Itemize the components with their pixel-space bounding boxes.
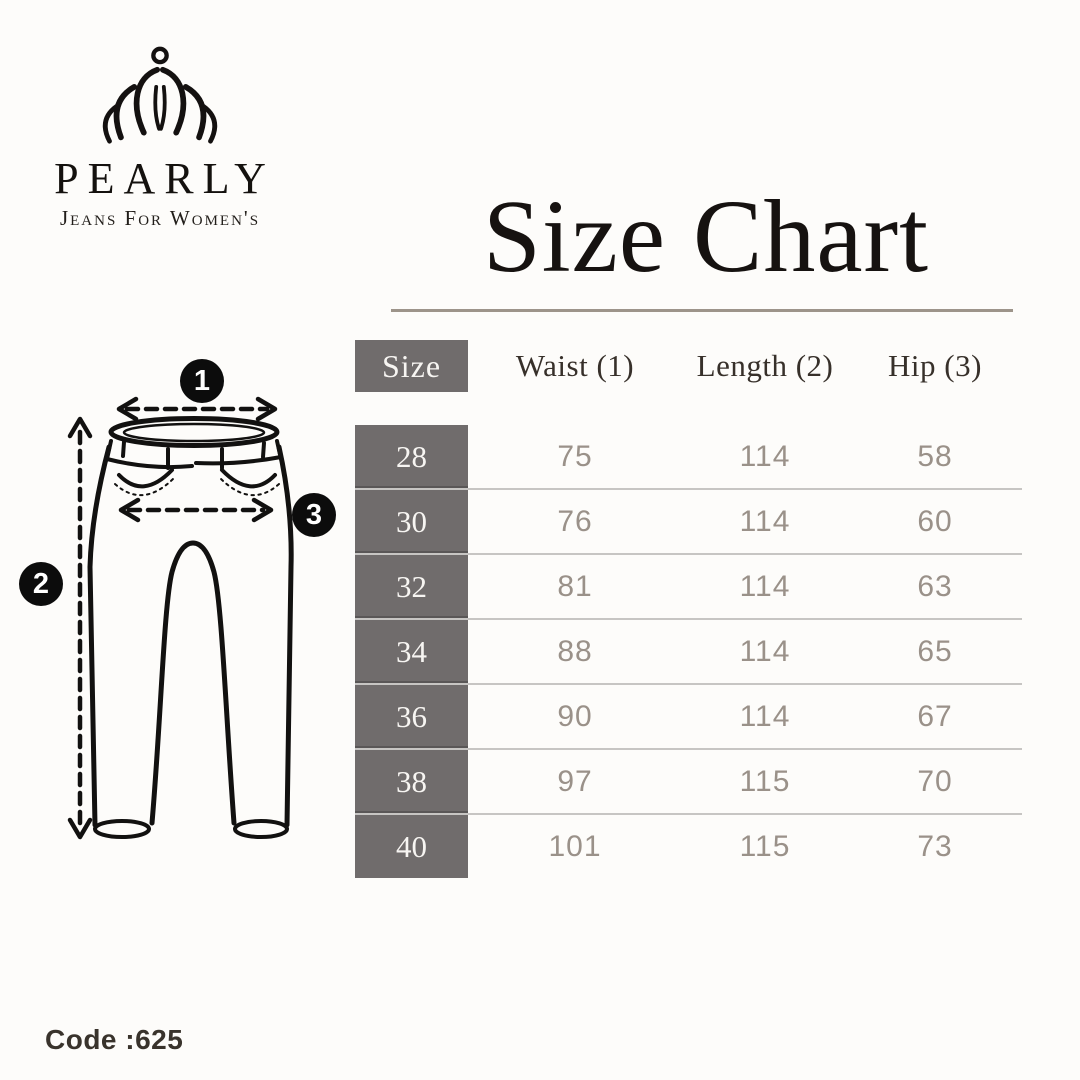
jeans-measurement-diagram — [0, 330, 360, 890]
size-cell: 30 — [355, 490, 468, 553]
column-header-length: Length (2) — [696, 348, 834, 383]
waist-cell: 88 — [557, 634, 593, 668]
page-title: Size Chart — [482, 179, 930, 294]
hip-cell: 70 — [917, 764, 953, 798]
size-table — [355, 340, 1022, 878]
size-cell: 28 — [355, 425, 468, 488]
hip-marker-badge: 3 — [292, 493, 336, 537]
table-row — [355, 620, 1022, 685]
brand-block — [40, 45, 280, 231]
length-cell: 114 — [739, 439, 791, 473]
length-cell: 114 — [739, 504, 791, 538]
product-code: Code :625 — [45, 1024, 184, 1055]
hip-cell: 60 — [917, 504, 953, 538]
waist-cell: 81 — [557, 569, 593, 603]
length-cell: 114 — [739, 569, 791, 603]
waist-cell: 101 — [548, 829, 602, 863]
brand-name: PEARLY — [54, 154, 275, 203]
size-cell: 40 — [355, 815, 468, 878]
size-cell: 32 — [355, 555, 468, 618]
table-row — [355, 750, 1022, 815]
column-header-hip: Hip (3) — [888, 348, 982, 383]
table-row — [355, 490, 1022, 555]
hip-cell: 63 — [917, 569, 953, 603]
length-cell: 114 — [739, 634, 791, 668]
length-cell: 114 — [739, 699, 791, 733]
size-cell: 34 — [355, 620, 468, 683]
column-header-waist: Waist (1) — [515, 348, 635, 383]
crown-lotus-icon — [85, 45, 235, 145]
table-row — [355, 555, 1022, 620]
hip-cell: 58 — [917, 439, 953, 473]
table-row — [355, 425, 1022, 490]
table-row — [355, 685, 1022, 750]
title-underline — [391, 309, 1013, 312]
brand-tagline: Jeans For Women's — [59, 206, 261, 230]
size-table-header — [355, 340, 1022, 392]
waist-cell: 76 — [557, 504, 593, 538]
length-cell: 115 — [739, 764, 791, 798]
size-cell: 38 — [355, 750, 468, 813]
waist-cell: 75 — [557, 439, 593, 473]
hip-cell: 65 — [917, 634, 953, 668]
hip-cell: 73 — [917, 829, 953, 863]
waist-cell: 97 — [557, 764, 593, 798]
hip-cell: 67 — [917, 699, 953, 733]
size-table-body — [355, 425, 1022, 878]
column-header-size: Size — [355, 340, 468, 392]
waist-marker-badge: 1 — [180, 359, 224, 403]
table-row — [355, 815, 1022, 878]
size-cell: 36 — [355, 685, 468, 748]
waist-cell: 90 — [557, 699, 593, 733]
length-marker-badge: 2 — [19, 562, 63, 606]
length-cell: 115 — [739, 829, 791, 863]
